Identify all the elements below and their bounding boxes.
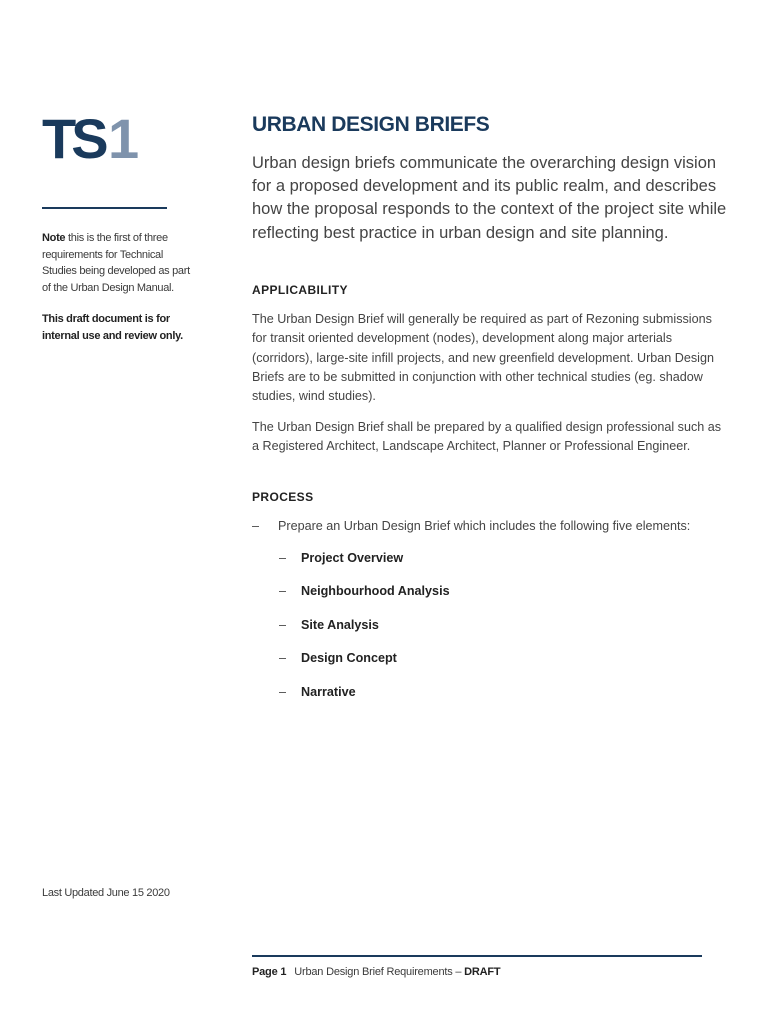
list-item xyxy=(279,683,728,716)
process-heading: PROCESS xyxy=(252,489,314,504)
dash-bullet: – xyxy=(279,584,287,599)
page-title: URBAN DESIGN BRIEFS xyxy=(252,113,490,136)
dash-bullet: – xyxy=(279,684,287,699)
applicability-heading: APPLICABILITY xyxy=(252,282,348,297)
sidebar-note xyxy=(42,230,192,296)
list-item xyxy=(279,616,728,649)
ts1-logo xyxy=(42,108,152,168)
footer-doc-title: Urban Design Brief Requirements – xyxy=(294,966,465,978)
dash-bullet: – xyxy=(252,518,260,533)
list-item-label: Project Overview xyxy=(301,551,404,566)
note-text: this is the first of three requirements for Technical Studies being developed as part of the Urban Design Manual. xyxy=(42,232,190,294)
applicability-paragraph: The Urban Design Brief will generally be required as part of Rezoning submissions for transit oriented development (nodes), development along major arterials (corridors), large-site infill projects, and new greenfield development. Urban Design Briefs are to be submitted in conjunction with other technical studies (eg. shadow studies, wind studies). xyxy=(252,311,714,404)
note-label: Note xyxy=(42,232,66,244)
list-item xyxy=(279,649,728,682)
list-item-label: Narrative xyxy=(301,684,356,699)
applicability-paragraph: The Urban Design Brief shall be prepared by a qualified design professional such as a Registered Architect, Landscape Architect, Planner or Professional Engineer. xyxy=(252,419,722,454)
sidebar-divider xyxy=(42,207,167,209)
page-number: Page 1 xyxy=(252,966,287,978)
logo-number: 1 xyxy=(108,108,140,168)
logo-letters: TS xyxy=(42,108,104,168)
dash-bullet: – xyxy=(279,551,287,566)
footer-divider xyxy=(252,955,702,957)
dash-bullet: – xyxy=(279,617,287,632)
list-item xyxy=(279,549,728,582)
list-item-label: Site Analysis xyxy=(301,617,379,632)
list-item xyxy=(279,582,728,615)
process-step-text: Prepare an Urban Design Brief which includes the following five elements: xyxy=(278,518,691,533)
dash-bullet: – xyxy=(279,651,287,666)
draft-status: DRAFT xyxy=(464,966,501,978)
lead-paragraph: Urban design briefs communicate the overarching design vision for a proposed development and its public realm, and describes how the proposal responds to the context of the project site while reflecting best practice in urban design and site planning. xyxy=(252,154,727,242)
process-step xyxy=(252,517,728,536)
list-item-label: Design Concept xyxy=(301,651,397,666)
list-item-label: Neighbourhood Analysis xyxy=(301,584,450,599)
main-content xyxy=(252,110,728,716)
last-updated: Last Updated June 15 2020 xyxy=(42,887,170,899)
page-footer xyxy=(252,966,500,978)
brief-elements-list xyxy=(252,549,728,716)
draft-notice: This draft document is for internal use and review only. xyxy=(42,313,183,342)
